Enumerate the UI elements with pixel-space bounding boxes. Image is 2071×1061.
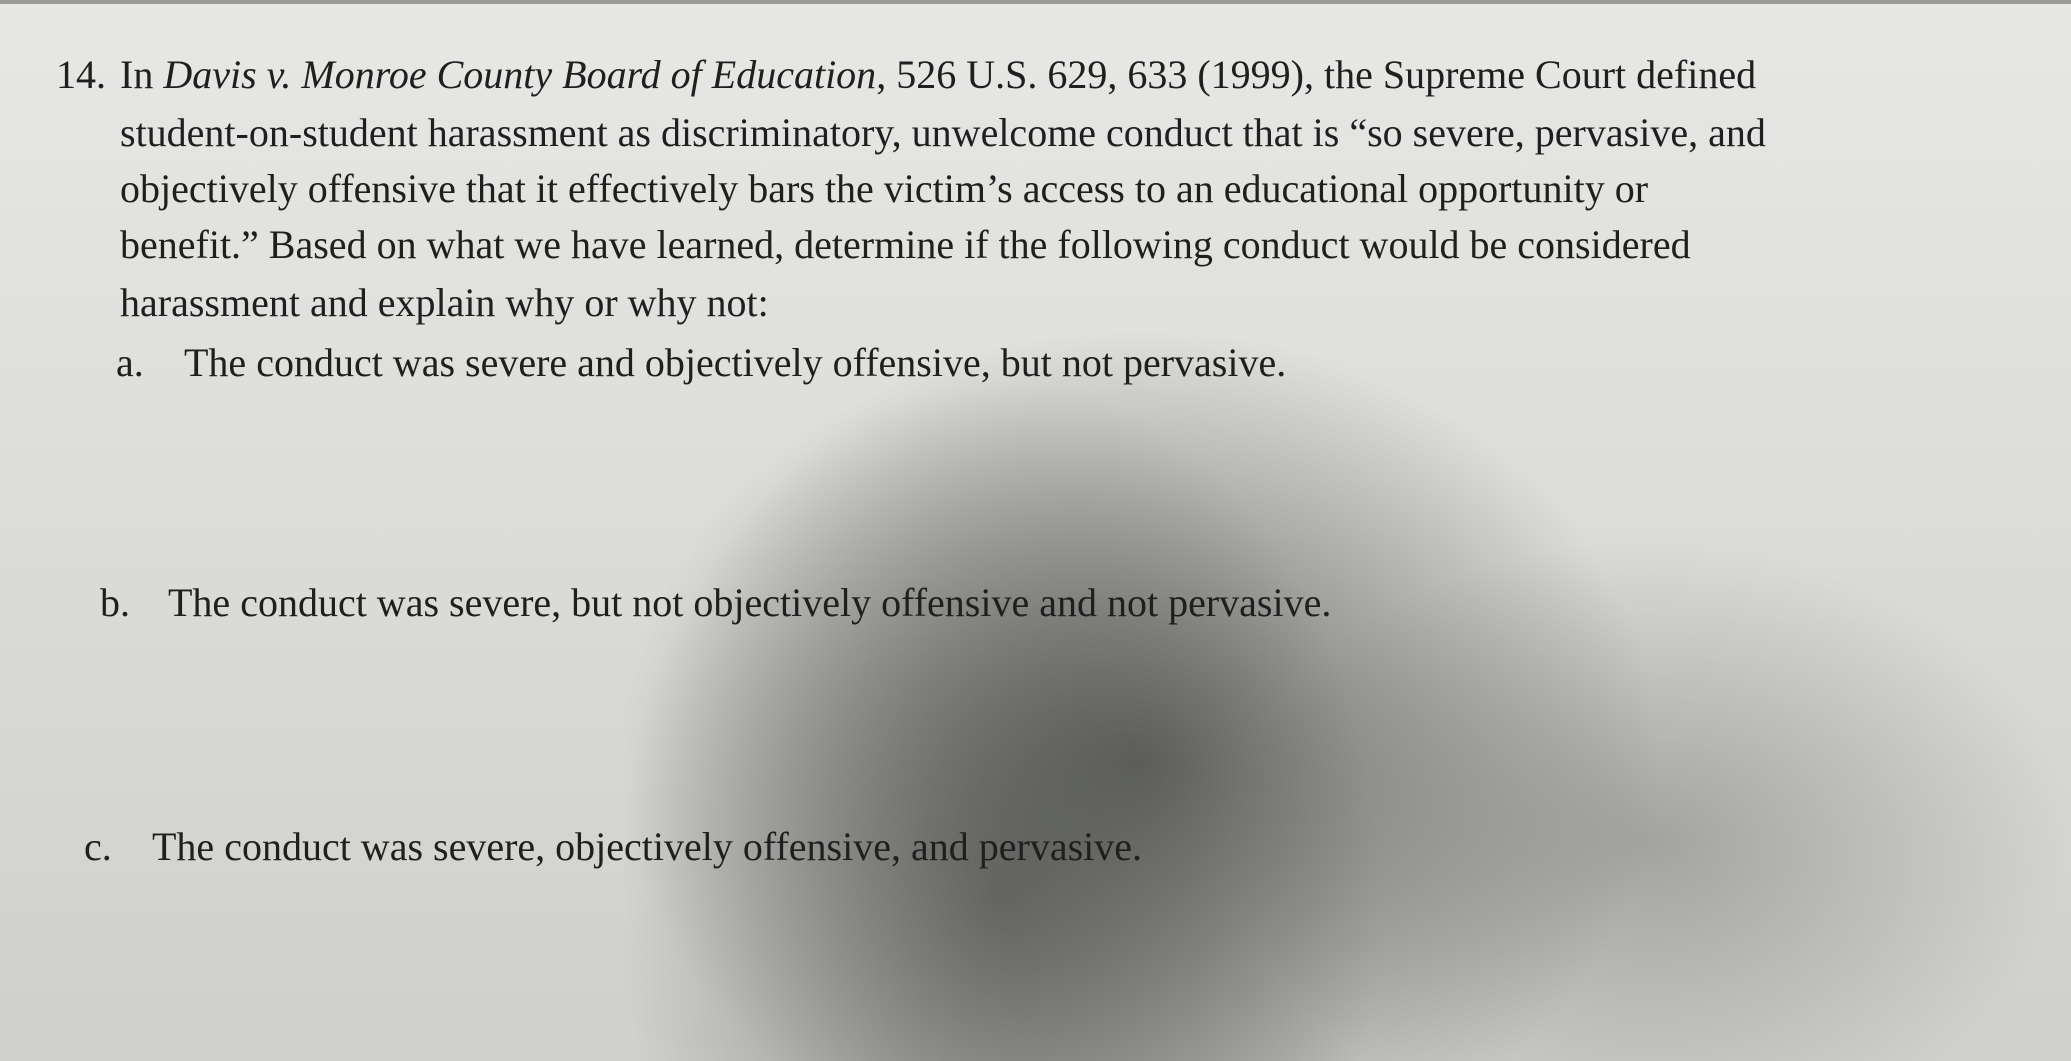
part-c — [84, 818, 1142, 876]
question-line-1 — [56, 46, 1756, 104]
case-name: Davis v. Monroe County Board of Education — [163, 52, 877, 97]
part-b-text: The conduct was severe, but not objectively offensive and not pervasive. — [168, 580, 1332, 625]
question-line-3: objectively offensive that it effectively bars the victim’s access to an educational opportunity or — [120, 166, 1649, 211]
question-line-2: student-on-student harassment as discriminatory, unwelcome conduct that is “so severe, pervasive, and — [120, 110, 1766, 155]
part-b — [100, 574, 1331, 632]
part-a — [116, 334, 1286, 392]
question-line-5: harassment and explain why or why not: — [120, 280, 769, 325]
part-a-letter: a. — [116, 340, 144, 385]
question-number: 14. — [56, 52, 106, 97]
part-a-text: The conduct was severe and objectively offensive, but not pervasive. — [184, 340, 1287, 385]
question-line1-pre: In — [120, 52, 164, 97]
part-c-letter: c. — [84, 824, 112, 869]
question-line-4: benefit.” Based on what we have learned, determine if the following conduct would be considered — [120, 222, 1691, 267]
question-line1-post: , 526 U.S. 629, 633 (1999), the Supreme Court defined — [876, 52, 1757, 97]
part-c-text: The conduct was severe, objectively offensive, and pervasive. — [152, 824, 1142, 869]
part-b-letter: b. — [100, 580, 130, 625]
